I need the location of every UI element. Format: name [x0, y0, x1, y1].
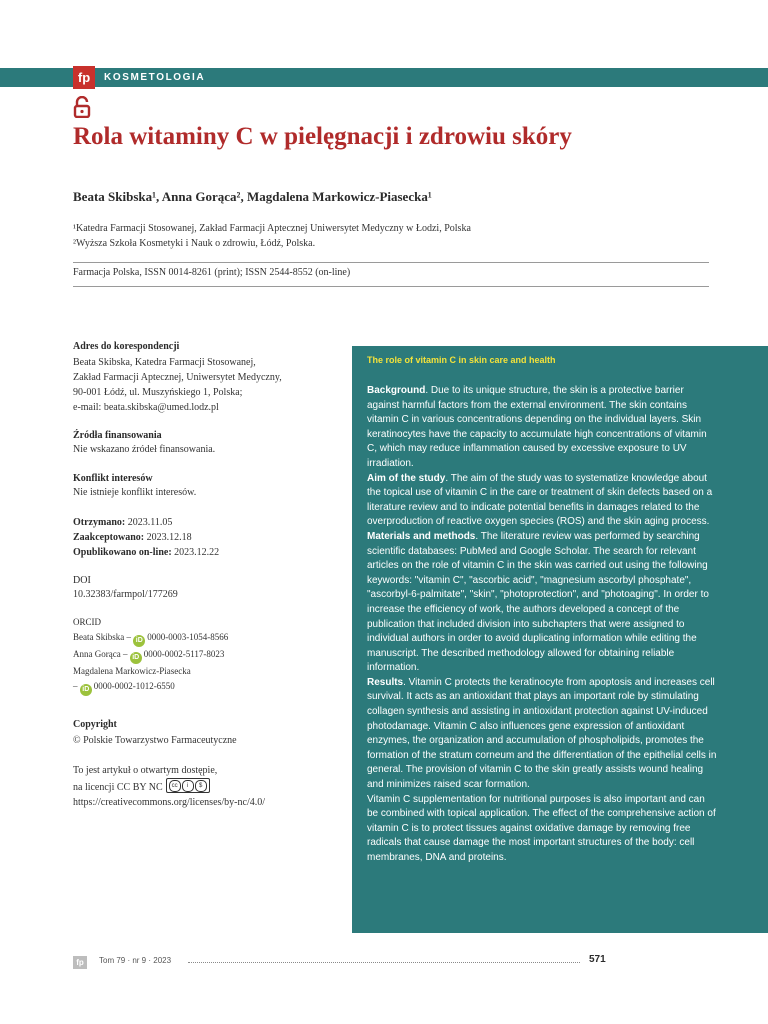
footer-divider	[188, 962, 580, 963]
open-lock-icon	[73, 96, 91, 118]
correspondence-heading: Adres do korespondencji	[73, 341, 180, 352]
divider	[73, 262, 709, 263]
journal-info: Farmacja Polska, ISSN 0014-8261 (print); ISSN 2544-8552 (on-line)	[73, 267, 351, 278]
orcid-id[interactable]: 0000-0003-1054-8566	[147, 632, 229, 642]
dates-block	[73, 515, 338, 560]
footer-issue: Tom 79 · nr 9 · 2023	[99, 956, 172, 965]
license-url[interactable]: https://creativecommons.org/licenses/by-nc/4.0/	[73, 797, 265, 808]
license-line: To jest artykuł o otwartym dostępie,	[73, 765, 218, 776]
orcid-id[interactable]: 0000-0002-5117-8023	[143, 649, 225, 659]
conflict-text: Nie istnieje konflikt interesów.	[73, 487, 197, 498]
abstract-background: Background. Due to its unique structure, the skin is a protective barrier against harmful factors from the external environment. The skin contains vitamin C in various concentrations depending on the individual layers. Skin keratinocytes have the capacity to accumulate high concentrations of vitamin C, which may reduce inflammation caused by excessive exposure to UV irradiation.	[367, 385, 707, 469]
orcid-heading: ORCID	[73, 617, 102, 627]
correspondence-address	[73, 355, 338, 415]
orcid-icon: iD	[130, 652, 142, 664]
published-label: Opublikowano on-line:	[73, 547, 172, 558]
funding-text: Nie wskazano źródeł finansowania.	[73, 444, 216, 455]
article-title: Rola witaminy C w pielęgnacji i zdrowiu skóry	[73, 123, 572, 150]
conflict-heading: Konflikt interesów	[73, 473, 153, 484]
license-line: na licencji CC BY NC	[73, 782, 163, 793]
journal-logo: fp	[73, 66, 95, 89]
orcid-author: Beata Skibska –	[73, 632, 134, 642]
doi-link[interactable]: 10.32383/farmpol/177269	[73, 589, 178, 600]
abstract-title: The role of vitamin C in skin care and health	[367, 355, 556, 365]
author-list: Beata Skibska¹, Anna Gorąca², Magdalena Markowicz-Piasecka¹	[73, 189, 432, 204]
copyright-text: © Polskie Towarzystwo Farmaceutyczne	[73, 735, 237, 746]
abstract-aim: Aim of the study. The aim of the study was to systematize knowledge about the topical use of vitamin C in the care or treatment of skin defects based on a literature review and to indicate potential benefits in damages related to the overproduction of reactive oxygen species (ROS) and the skin aging process.	[367, 472, 713, 528]
orcid-dash: –	[73, 681, 80, 691]
abstract-methods: Materials and methods. The literature review was performed by searching scientific databases: PubMed and Google Scholar. The search for relevant articles on the role of vitamin C in the skin was carried out using the following keywords: "vitamin C", "ascorbic acid", "magnesium ascorbyl phosphate", "ascorbyl-6-palmitate", "skin", "photoprotection", and "photoaging". In order to increase the efficiency of work, the authors developed a concept of the publication that included division into subchapters that were assigned to individual authors in order to avoid duplicating information while editing the manuscript. The described methodology allowed for obtaining reliable information.	[367, 530, 709, 674]
abstract-conclusion: Vitamin C supplementation for nutritional purposes is also important and can be combined with topical application. The effect of the comprehensive action of vitamin C is to protect tissues against oxidative damage by removing free radicals that cause damage the most important structures of the body: cell membranes, DNA and proteins.	[367, 793, 716, 863]
correspondence-line: 90-001 Łódź, ul. Muszyńskiego 1, Polska;	[73, 387, 243, 398]
copyright-heading: Copyright	[73, 719, 117, 730]
received-label: Otrzymano:	[73, 517, 126, 528]
correspondence-email[interactable]: e-mail: beata.skibska@umed.lodz.pl	[73, 402, 219, 413]
published-date: 2023.12.22	[171, 547, 220, 558]
orcid-icon: iD	[133, 635, 145, 647]
license-block	[73, 763, 338, 810]
received-date: 2023.11.05	[125, 517, 173, 528]
orcid-author: Anna Gorąca –	[73, 649, 130, 659]
section-label: KOSMETOLOGIA	[104, 72, 206, 83]
page-number: 571	[589, 954, 606, 965]
abstract-results: Results. Vitamin C protects the keratinocyte from apoptosis and increases cell survival. It acts as an antioxidant that plays an important role by stimulating collagen synthesis and assisting in antioxidant protection against UV-induced photodamage. Vitamin C also influences gene expression of antioxidant enzymes, the organization and accumulation of phospholipids, promotes the formation of the stratum corneum and the differentiation of the epithelial cells in general. The provision of vitamin C to the skin greatly assists wound healing and minimizes raised scar formation.	[367, 676, 717, 791]
cc-by-nc-icon: cc i $	[166, 778, 210, 793]
orcid-author: Magdalena Markowicz-Piasecka	[73, 666, 191, 676]
affiliation-1: ¹Katedra Farmacji Stosowanej, Zakład Farmacji Aptecznej Uniwersytet Medyczny w Łodzi, Polska	[73, 223, 471, 234]
affiliation-2: ²Wyższa Szkoła Kosmetyki i Nauk o zdrowiu, Łódź, Polska.	[73, 238, 316, 249]
abstract-body	[367, 384, 717, 866]
correspondence-line: Zakład Farmacji Aptecznej, Uniwersytet Medyczny,	[73, 372, 282, 383]
divider	[73, 286, 709, 287]
accepted-date: 2023.12.18	[144, 532, 192, 543]
orcid-icon: iD	[80, 684, 92, 696]
orcid-id[interactable]: 0000-0002-1012-6550	[93, 681, 175, 691]
footer-logo: fp	[73, 956, 87, 969]
funding-heading: Źródła finansowania	[73, 430, 162, 441]
orcid-list	[73, 630, 338, 696]
correspondence-line: Beata Skibska, Katedra Farmacji Stosowanej,	[73, 357, 256, 368]
accepted-label: Zaakceptowano:	[73, 532, 145, 543]
doi-heading: DOI	[73, 575, 91, 586]
